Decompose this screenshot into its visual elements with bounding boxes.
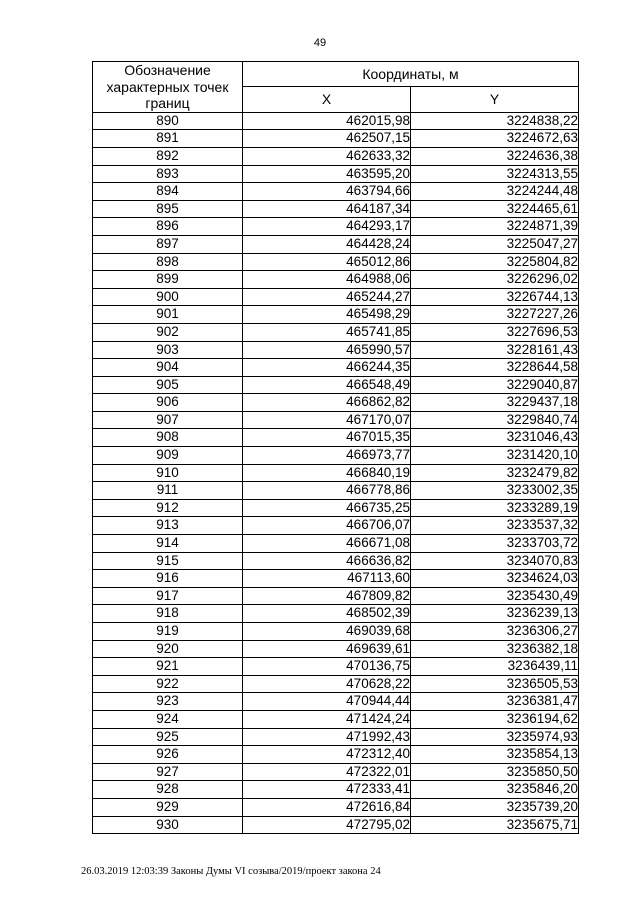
y-coordinate-cell: 3235675,71 — [411, 816, 579, 834]
y-coordinate-cell: 3235846,20 — [411, 781, 579, 799]
footer-stamp: 26.03.2019 12:03:39 Законы Думы VI созыва/2019/проект закона 24 — [81, 866, 381, 877]
table-row — [93, 710, 579, 728]
point-number-cell: 904 — [93, 359, 243, 377]
y-coordinate-cell: 3235739,20 — [411, 798, 579, 816]
y-coordinate-cell: 3226296,02 — [411, 271, 579, 289]
y-coordinate-cell: 3227696,53 — [411, 323, 579, 341]
table-row — [93, 482, 579, 500]
table-header-row — [93, 62, 579, 87]
point-number-cell: 905 — [93, 376, 243, 394]
table-row — [93, 235, 579, 253]
table-row — [93, 570, 579, 588]
point-number-cell: 927 — [93, 763, 243, 781]
point-number-cell: 908 — [93, 429, 243, 447]
point-number-cell: 928 — [93, 781, 243, 799]
point-number-cell: 922 — [93, 675, 243, 693]
point-number-cell: 895 — [93, 200, 243, 218]
x-coordinate-cell: 467170,07 — [243, 411, 411, 429]
y-coordinate-cell: 3235854,13 — [411, 746, 579, 764]
y-coordinate-cell: 3236239,13 — [411, 605, 579, 623]
table-row — [93, 763, 579, 781]
y-coordinate-cell: 3228644,58 — [411, 359, 579, 377]
x-coordinate-cell: 466671,08 — [243, 535, 411, 553]
x-coordinate-cell: 472322,01 — [243, 763, 411, 781]
x-coordinate-cell: 471424,24 — [243, 710, 411, 728]
x-coordinate-cell: 465741,85 — [243, 323, 411, 341]
x-coordinate-cell: 466548,49 — [243, 376, 411, 394]
point-number-cell: 914 — [93, 535, 243, 553]
point-number-cell: 892 — [93, 147, 243, 165]
y-coordinate-cell: 3229437,18 — [411, 394, 579, 412]
x-coordinate-cell: 465498,29 — [243, 306, 411, 324]
y-coordinate-cell: 3225047,27 — [411, 235, 579, 253]
x-coordinate-cell: 467809,82 — [243, 587, 411, 605]
table-row — [93, 728, 579, 746]
point-number-cell: 907 — [93, 411, 243, 429]
point-number-cell: 897 — [93, 235, 243, 253]
y-coordinate-cell: 3236439,11 — [411, 658, 579, 676]
x-coordinate-cell: 466778,86 — [243, 482, 411, 500]
x-coordinate-cell: 462633,32 — [243, 147, 411, 165]
point-number-cell: 923 — [93, 693, 243, 711]
y-coordinate-cell: 3227227,26 — [411, 306, 579, 324]
x-coordinate-cell: 466862,82 — [243, 394, 411, 412]
x-coordinate-cell: 470628,22 — [243, 675, 411, 693]
x-coordinate-cell: 470944,44 — [243, 693, 411, 711]
point-number-cell: 896 — [93, 218, 243, 236]
table-row — [93, 112, 579, 130]
point-number-cell: 920 — [93, 640, 243, 658]
x-coordinate-cell: 467015,35 — [243, 429, 411, 447]
table-row — [93, 429, 579, 447]
header-x: X — [243, 87, 411, 112]
y-coordinate-cell: 3224636,38 — [411, 147, 579, 165]
table-row — [93, 623, 579, 641]
table-row — [93, 587, 579, 605]
point-number-cell: 902 — [93, 323, 243, 341]
table-row — [93, 535, 579, 553]
table-row — [93, 147, 579, 165]
table-row — [93, 200, 579, 218]
table-row — [93, 183, 579, 201]
point-number-cell: 906 — [93, 394, 243, 412]
table-row — [93, 130, 579, 148]
table-row — [93, 605, 579, 623]
point-number-cell: 909 — [93, 447, 243, 465]
y-coordinate-cell: 3235430,49 — [411, 587, 579, 605]
point-number-cell: 930 — [93, 816, 243, 834]
y-coordinate-cell: 3233289,19 — [411, 499, 579, 517]
x-coordinate-cell: 462015,98 — [243, 112, 411, 130]
table-row — [93, 218, 579, 236]
x-coordinate-cell: 467113,60 — [243, 570, 411, 588]
header-coordinates: Координаты, м — [243, 62, 579, 87]
y-coordinate-cell: 3224838,22 — [411, 112, 579, 130]
table-row — [93, 693, 579, 711]
point-number-cell: 926 — [93, 746, 243, 764]
x-coordinate-cell: 472616,84 — [243, 798, 411, 816]
y-coordinate-cell: 3236505,53 — [411, 675, 579, 693]
table-row — [93, 552, 579, 570]
table-row — [93, 341, 579, 359]
point-number-cell: 925 — [93, 728, 243, 746]
coordinates-table — [92, 61, 579, 834]
point-number-cell: 910 — [93, 464, 243, 482]
point-number-cell: 903 — [93, 341, 243, 359]
y-coordinate-cell: 3236194,62 — [411, 710, 579, 728]
y-coordinate-cell: 3235850,50 — [411, 763, 579, 781]
table-row — [93, 746, 579, 764]
table-row — [93, 288, 579, 306]
x-coordinate-cell: 465990,57 — [243, 341, 411, 359]
x-coordinate-cell: 472795,02 — [243, 816, 411, 834]
table-row — [93, 675, 579, 693]
point-number-cell: 913 — [93, 517, 243, 535]
table-row — [93, 323, 579, 341]
x-coordinate-cell: 472333,41 — [243, 781, 411, 799]
point-number-cell: 899 — [93, 271, 243, 289]
point-number-cell: 919 — [93, 623, 243, 641]
x-coordinate-cell: 463595,20 — [243, 165, 411, 183]
x-coordinate-cell: 464988,06 — [243, 271, 411, 289]
point-number-cell: 898 — [93, 253, 243, 271]
table-row — [93, 376, 579, 394]
table-row — [93, 394, 579, 412]
point-number-cell: 900 — [93, 288, 243, 306]
point-number-cell: 929 — [93, 798, 243, 816]
table-row — [93, 499, 579, 517]
y-coordinate-cell: 3224244,48 — [411, 183, 579, 201]
y-coordinate-cell: 3232479,82 — [411, 464, 579, 482]
table-row — [93, 359, 579, 377]
table-row — [93, 306, 579, 324]
table-row — [93, 253, 579, 271]
x-coordinate-cell: 464293,17 — [243, 218, 411, 236]
y-coordinate-cell: 3225804,82 — [411, 253, 579, 271]
x-coordinate-cell: 469639,61 — [243, 640, 411, 658]
x-coordinate-cell: 466735,25 — [243, 499, 411, 517]
x-coordinate-cell: 465012,86 — [243, 253, 411, 271]
x-coordinate-cell: 466973,77 — [243, 447, 411, 465]
point-number-cell: 915 — [93, 552, 243, 570]
y-coordinate-cell: 3234624,03 — [411, 570, 579, 588]
y-coordinate-cell: 3231420,10 — [411, 447, 579, 465]
y-coordinate-cell: 3236381,47 — [411, 693, 579, 711]
y-coordinate-cell: 3229040,87 — [411, 376, 579, 394]
x-coordinate-cell: 462507,15 — [243, 130, 411, 148]
x-coordinate-cell: 466840,19 — [243, 464, 411, 482]
x-coordinate-cell: 472312,40 — [243, 746, 411, 764]
y-coordinate-cell: 3224871,39 — [411, 218, 579, 236]
header-y: Y — [411, 87, 579, 112]
table-row — [93, 271, 579, 289]
x-coordinate-cell: 470136,75 — [243, 658, 411, 676]
y-coordinate-cell: 3224313,55 — [411, 165, 579, 183]
table-row — [93, 464, 579, 482]
y-coordinate-cell: 3233002,35 — [411, 482, 579, 500]
x-coordinate-cell: 466636,82 — [243, 552, 411, 570]
y-coordinate-cell: 3233703,72 — [411, 535, 579, 553]
point-number-cell: 894 — [93, 183, 243, 201]
x-coordinate-cell: 463794,66 — [243, 183, 411, 201]
point-number-cell: 912 — [93, 499, 243, 517]
point-number-cell: 891 — [93, 130, 243, 148]
table-row — [93, 781, 579, 799]
point-number-cell: 921 — [93, 658, 243, 676]
point-number-cell: 890 — [93, 112, 243, 130]
y-coordinate-cell: 3231046,43 — [411, 429, 579, 447]
x-coordinate-cell: 466706,07 — [243, 517, 411, 535]
table-body — [93, 112, 579, 833]
y-coordinate-cell: 3228161,43 — [411, 341, 579, 359]
x-coordinate-cell: 465244,27 — [243, 288, 411, 306]
y-coordinate-cell: 3235974,93 — [411, 728, 579, 746]
point-number-cell: 918 — [93, 605, 243, 623]
y-coordinate-cell: 3229840,74 — [411, 411, 579, 429]
x-coordinate-cell: 469039,68 — [243, 623, 411, 641]
table-row — [93, 447, 579, 465]
x-coordinate-cell: 471992,43 — [243, 728, 411, 746]
y-coordinate-cell: 3233537,32 — [411, 517, 579, 535]
x-coordinate-cell: 468502,39 — [243, 605, 411, 623]
y-coordinate-cell: 3224465,61 — [411, 200, 579, 218]
point-number-cell: 917 — [93, 587, 243, 605]
table-row — [93, 640, 579, 658]
page-number: 49 — [313, 37, 327, 49]
y-coordinate-cell: 3236382,18 — [411, 640, 579, 658]
point-number-cell: 916 — [93, 570, 243, 588]
point-number-cell: 924 — [93, 710, 243, 728]
y-coordinate-cell: 3226744,13 — [411, 288, 579, 306]
y-coordinate-cell: 3224672,63 — [411, 130, 579, 148]
table-row — [93, 798, 579, 816]
x-coordinate-cell: 464187,34 — [243, 200, 411, 218]
x-coordinate-cell: 466244,35 — [243, 359, 411, 377]
table-row — [93, 165, 579, 183]
table-row — [93, 411, 579, 429]
y-coordinate-cell: 3236306,27 — [411, 623, 579, 641]
table-row — [93, 517, 579, 535]
header-point-designation: Обозначение характерных точек границ — [93, 62, 243, 113]
point-number-cell: 911 — [93, 482, 243, 500]
table-row — [93, 658, 579, 676]
point-number-cell: 893 — [93, 165, 243, 183]
point-number-cell: 901 — [93, 306, 243, 324]
y-coordinate-cell: 3234070,83 — [411, 552, 579, 570]
x-coordinate-cell: 464428,24 — [243, 235, 411, 253]
table-row — [93, 816, 579, 834]
